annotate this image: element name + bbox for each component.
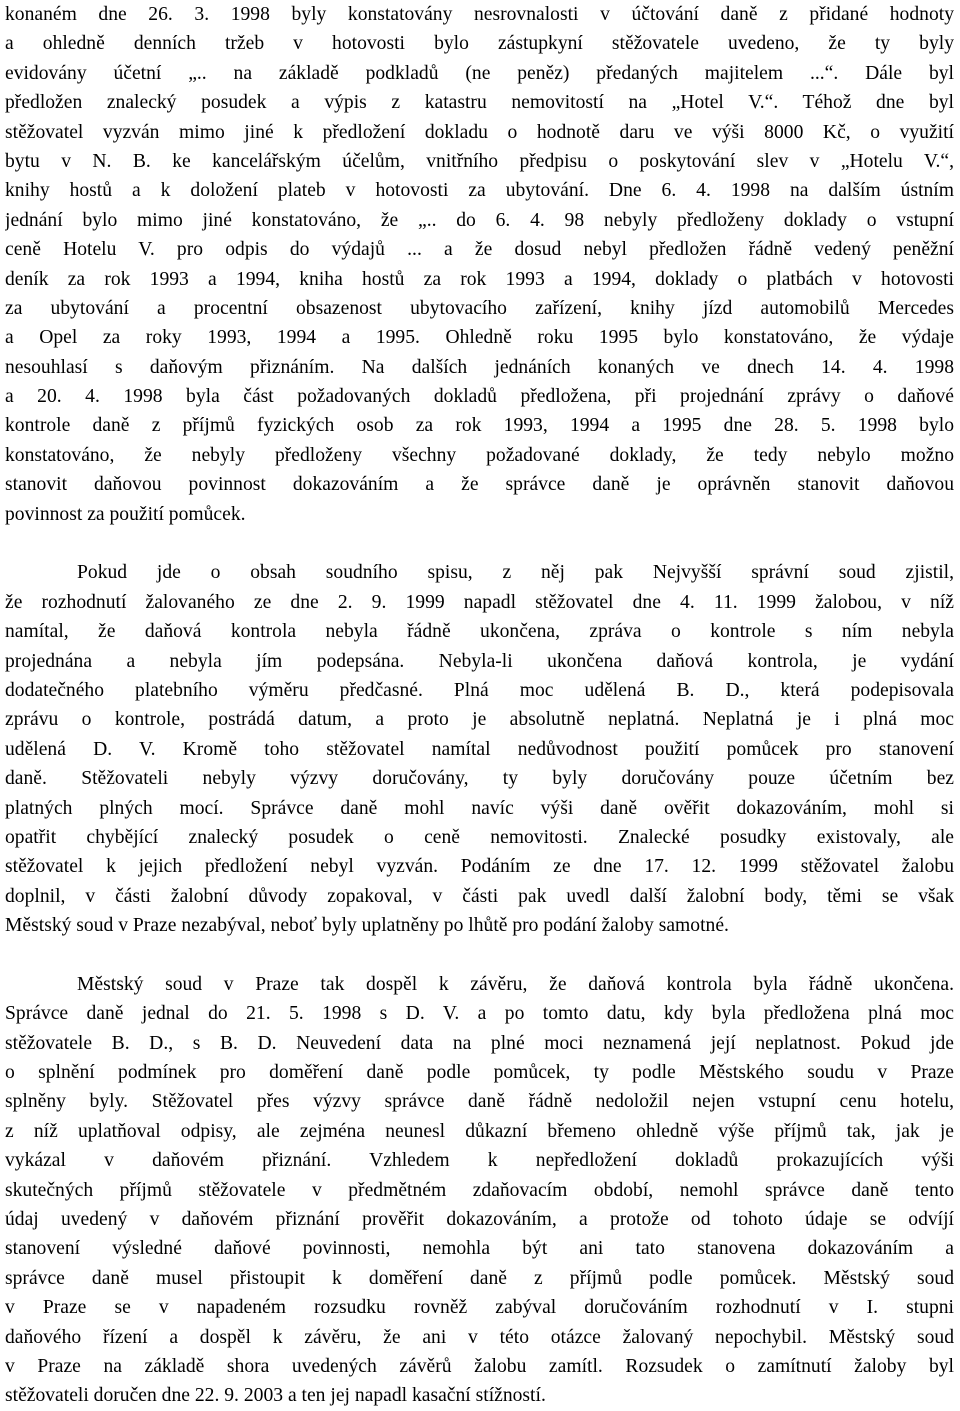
text-line: správce daně musel přistoupit k doměření daně z příjmů podle pomůcek. Městský soud bbox=[5, 1267, 954, 1289]
text-line: splněny byly. Stěžovatel přes výzvy správce daně řádně nedoložil nejen vstupní cenu hotelu, bbox=[5, 1091, 954, 1113]
text-line: a 20. 4. 1998 byla část požadovaných dokladů předložena, při projednání zprávy o daňové bbox=[5, 386, 954, 408]
text-line: bytu v N. B. ke kancelářským účelům, vnitřního předpisu o poskytování slev v „Hotelu V.“, bbox=[5, 150, 954, 172]
text-line: vykázal v daňovém přiznání. Vzhledem k nepředložení dokladů prokazujících výši bbox=[5, 1150, 954, 1172]
text-line: projednána a nebyla jím podepsána. Nebyla-li ukončena daňová kontrola, je vydání bbox=[5, 650, 954, 672]
text-line: doplnil, v části žalobní důvody zopakoval, v části pak uvedl další žalobní body, těmi se však bbox=[5, 885, 954, 907]
text-line: a ohledně denních tržeb v hotovosti bylo zástupkyní stěžovatele uvedeno, že ty byly bbox=[5, 33, 954, 55]
text-line: Správce daně jednal do 21. 5. 1998 s D. V. a po tomto datu, kdy byla předložena plná moc bbox=[5, 1003, 954, 1025]
text-line: platných plných mocí. Správce daně mohl navíc výši daně ověřit dokazováním, mohl si bbox=[5, 797, 954, 819]
text-line: stěžovatele B. D., s B. D. Neuvedení data na plné moci neznamená její neplatnost. Pokud jde bbox=[5, 1032, 954, 1054]
text-line: namítal, že daňová kontrola nebyla řádně ukončena, zpráva o kontrole s ním nebyla bbox=[5, 621, 954, 643]
paragraph bbox=[5, 0, 954, 529]
text-line: ceně Hotelu V. pro odpis do výdajů ... a že dosud nebyl předložen řádně vedený peněžní bbox=[5, 239, 954, 261]
text-line: v Praze na základě shora uvedených závěrů žalobu zamítl. Rozsudek o zamítnutí žaloby byl bbox=[5, 1355, 954, 1377]
text-line: stanovit daňovou povinnost dokazováním a že správce daně je oprávněn stanovit daňovou bbox=[5, 474, 954, 496]
text-line: stěžovatel k jejich předložení nebyl vyzván. Podáním ze dne 17. 12. 1999 stěžovatel žalobu bbox=[5, 856, 954, 878]
text-line: že rozhodnutí žalovaného ze dne 2. 9. 1999 napadl stěžovatel dne 4. 11. 1999 žalobou, v níž bbox=[5, 591, 954, 613]
text-line: dodatečného platebního výměru předčasné. Plná moc udělená B. D., která podepisovala bbox=[5, 679, 954, 701]
text-line: daňového řízení a dospěl k závěru, že ani v této otázce žalovaný nepochybil. Městský soud bbox=[5, 1326, 954, 1348]
text-line: konstatováno, že nebyly předloženy všechny požadované doklady, že tedy nebylo možno bbox=[5, 444, 954, 466]
text-line: Městský soud v Praze tak dospěl k závěru, že daňová kontrola byla řádně ukončena. bbox=[77, 973, 954, 995]
text-line: udělená D. V. Kromě toho stěžovatel namítal nedůvodnost použití pomůcek pro stanovení bbox=[5, 738, 954, 760]
text-line: o splnění podmínek pro doměření daně podle pomůcek, ty podle Městského soudu v Praze bbox=[5, 1062, 954, 1084]
text-line: nesouhlasí s daňovým přiznáním. Na dalších jednáních konaných ve dnech 14. 4. 1998 bbox=[5, 356, 954, 378]
text-line: deník za rok 1993 a 1994, kniha hostů za rok 1993 a 1994, doklady o platbách v hotovosti bbox=[5, 268, 954, 290]
paragraph bbox=[5, 558, 954, 940]
text-line: v Praze se v napadeném rozsudku rovněž zabýval doručováním rozhodnutí v I. stupni bbox=[5, 1297, 954, 1319]
text-line: stěžovateli doručen dne 22. 9. 2003 a ten jej napadl kasační stížností. bbox=[5, 1385, 546, 1407]
text-line: opatřit chybějící znalecký posudek o ceně nemovitosti. Znalecké posudky existovaly, ale bbox=[5, 826, 954, 848]
text-line: za ubytování a procentní obsazenost ubytovacího zařízení, knihy jízd automobilů Mercedes bbox=[5, 297, 954, 319]
text-line: zprávu o kontrole, postrádá datum, a proto je absolutně neplatná. Neplatná je i plná moc bbox=[5, 709, 954, 731]
text-line: konaném dne 26. 3. 1998 byly konstatovány nesrovnalosti v účtování daně z přidané hodnoty bbox=[5, 4, 954, 25]
text-line: jednání bylo mimo jiné konstatováno, že „.. do 6. 4. 98 nebyly předloženy doklady o vstupní bbox=[5, 209, 954, 231]
paragraph bbox=[5, 970, 954, 1411]
text-line: Městský soud v Praze nezabýval, neboť byly uplatněny po lhůtě pro podání žaloby samotné. bbox=[5, 915, 729, 937]
text-line: údaj uvedený v daňovém přiznání prověřit dokazováním, a protože od tohoto údaje se odvíjí bbox=[5, 1209, 954, 1231]
text-line: povinnost za použití pomůcek. bbox=[5, 503, 246, 525]
text-line: stanovení výsledné daňové povinnosti, nemohla být ani tato stanovena dokazováním a bbox=[5, 1238, 954, 1260]
text-line: kontrole daně z příjmů fyzických osob za rok 1993, 1994 a 1995 dne 28. 5. 1998 bylo bbox=[5, 415, 954, 437]
text-line: daně. Stěžovateli nebyly výzvy doručovány, ty byly doručovány pouze účetním bez bbox=[5, 768, 954, 790]
text-line: knihy hostů a k doložení plateb v hotovosti za ubytování. Dne 6. 4. 1998 na dalším ústním bbox=[5, 180, 954, 202]
text-line: Pokud jde o obsah soudního spisu, z něj pak Nejvyšší správní soud zjistil, bbox=[77, 562, 954, 584]
text-line: a Opel za roky 1993, 1994 a 1995. Ohledně roku 1995 bylo konstatováno, že výdaje bbox=[5, 327, 954, 349]
text-line: z níž uplatňoval odpisy, ale zejména neunesl důkazní břemeno ohledně výše příjmů tak, jak je bbox=[5, 1120, 954, 1142]
text-line: skutečných příjmů stěžovatele v předmětném zdaňovacím období, nemohl správce daně tento bbox=[5, 1179, 954, 1201]
text-line: stěžovatel vyzván mimo jiné k předložení dokladu o hodnotě daru ve výši 8000 Kč, o využití bbox=[5, 121, 954, 143]
text-line: evidovány účetní „.. na základě podkladů (ne peněz) předaných majitelem ...“. Dále byl bbox=[5, 62, 954, 84]
text-line: předložen znalecký posudek a výpis z katastru nemovitostí na „Hotel V.“. Téhož dne byl bbox=[5, 92, 954, 114]
